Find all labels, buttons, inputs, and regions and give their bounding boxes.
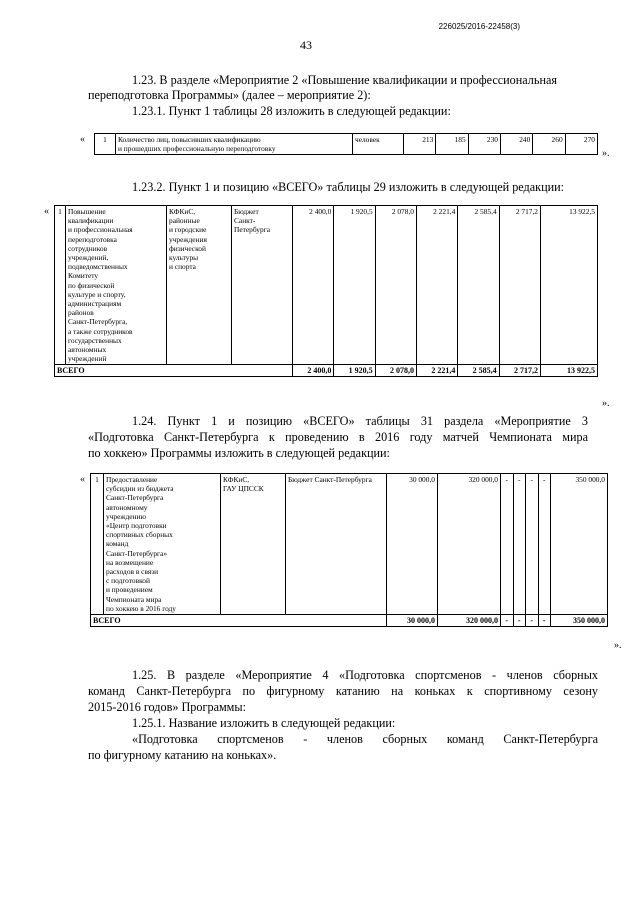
table31-row-number: 1: [91, 474, 104, 615]
table-31: [90, 473, 608, 627]
section-1-24-line2: «Подготовка Санкт-Петербурга к проведению в 2016 году матчей Чемпионата мира: [88, 430, 588, 444]
table29-value-1: 2 400,0: [293, 206, 334, 365]
table31-total-3: -: [501, 615, 514, 627]
table29-row-number: 1: [55, 206, 66, 365]
table29-total-3: 2 078,0: [375, 365, 416, 377]
table29-total-2: 1 920,5: [334, 365, 375, 377]
table31-total-label: ВСЕГО: [91, 615, 387, 627]
table29-executors: КФКиС, районные и городские учреждения физической культуры и спорта: [167, 206, 232, 365]
table28-close-quote: ».: [602, 148, 610, 159]
table31-total-row: [91, 615, 608, 627]
page-number: 43: [300, 38, 312, 52]
table31-activity-name: Предоставление субсидии из бюджета Санкт-Петербурга автономному учреждению «Центр подготовки спортивных сборных команд Санкт-Петербурга» на возмещение расходов в связи с подготовкой и проведением Чемпионата мира по хоккею в 2016 году: [104, 474, 221, 615]
section-1-25-line3: 2015-2016 годов» Программы:: [88, 700, 246, 714]
table31-value-6: -: [538, 474, 551, 615]
table29-value-5: 2 585,4: [458, 206, 499, 365]
table29-total-label: ВСЕГО: [55, 365, 293, 377]
table28-value-3: 230: [468, 134, 500, 155]
table28-open-quote: «: [80, 134, 85, 145]
table31-value-total: 350 000,0: [551, 474, 608, 615]
section-1-23-line2: переподготовка Программы» (далее – мероприятие 2):: [88, 88, 371, 102]
table29-funding-source: Бюджет Санкт- Петербурга: [232, 206, 293, 365]
section-1-24-line3: по хоккею» Программы изложить в следующей редакции:: [88, 446, 390, 460]
section-1-25-line1: 1.25. В разделе «Мероприятие 4 «Подготовка спортсменов - членов сборных: [132, 668, 598, 682]
table28-value-5: 260: [533, 134, 565, 155]
table31-open-quote: «: [80, 474, 85, 485]
new-title-line2: по фигурному катанию на коньках».: [88, 748, 277, 762]
table31-total-5: -: [526, 615, 539, 627]
table29-value-total: 13 922,5: [541, 206, 598, 365]
table29-close-quote: ».: [602, 398, 610, 409]
table31-total-6: -: [538, 615, 551, 627]
table31-value-1: 30 000,0: [387, 474, 438, 615]
table-row: [55, 206, 598, 365]
table31-total-2: 320 000,0: [438, 615, 501, 627]
table31-value-2: 320 000,0: [438, 474, 501, 615]
table29-value-3: 2 078,0: [375, 206, 416, 365]
table31-value-3: -: [501, 474, 514, 615]
table29-value-2: 1 920,5: [334, 206, 375, 365]
table28-value-1: 213: [404, 134, 436, 155]
table28-indicator-name: Количество лиц, повысивших квалификацию и прошедших профессиональную переподготовку: [116, 134, 353, 155]
table31-funding-source: Бюджет Санкт-Петербурга: [286, 474, 387, 615]
section-1-25-1: 1.25.1. Название изложить в следующей редакции:: [132, 716, 396, 730]
table29-value-6: 2 717,2: [499, 206, 540, 365]
table31-close-quote: ».: [614, 640, 622, 651]
table29-total-row: [55, 365, 598, 377]
table31-value-5: -: [526, 474, 539, 615]
table28-unit: человек: [353, 134, 404, 155]
table-row: [95, 134, 598, 155]
table-row: [91, 474, 608, 615]
table29-open-quote: «: [44, 206, 49, 217]
new-title-line1: «Подготовка спортсменов - членов сборных команд Санкт-Петербурга: [132, 732, 598, 746]
table29-total-5: 2 585,4: [458, 365, 499, 377]
table29-activity-name: Повышение квалификации и профессиональная переподготовка сотрудников учреждений, подведомственных Комитету по физической культуре и спорту, администрациям районов Санкт-Петербурга, а также сотрудников государственных автономных учреждений: [66, 206, 167, 365]
table-28: [94, 133, 598, 155]
table31-total-4: -: [513, 615, 526, 627]
table29-total-4: 2 221,4: [416, 365, 457, 377]
section-1-23-2: 1.23.2. Пункт 1 и позицию «ВСЕГО» таблицы 29 изложить в следующей редакции:: [132, 180, 565, 194]
table28-value-4: 240: [500, 134, 532, 155]
table28-value-6: 270: [565, 134, 597, 155]
section-1-24-line1: 1.24. Пункт 1 и позицию «ВСЕГО» таблицы 31 раздела «Мероприятие 3: [132, 414, 588, 428]
section-1-23-line1: 1.23. В разделе «Мероприятие 2 «Повышение квалификации и профессиональная: [132, 73, 557, 87]
document-id: 226025/2016-22458(3): [438, 22, 520, 31]
table28-value-2: 185: [436, 134, 468, 155]
section-1-23-1: 1.23.1. Пункт 1 таблицы 28 изложить в следующей редакции:: [132, 104, 451, 118]
table31-total-1: 30 000,0: [387, 615, 438, 627]
table29-total-sum: 13 922,5: [541, 365, 598, 377]
table31-total-sum: 350 000,0: [551, 615, 608, 627]
table29-value-4: 2 221,4: [416, 206, 457, 365]
table31-value-4: -: [513, 474, 526, 615]
table29-total-1: 2 400,0: [293, 365, 334, 377]
table31-executors: КФКиС, ГАУ ЦПССК: [221, 474, 286, 615]
table29-total-6: 2 717,2: [499, 365, 540, 377]
section-1-25-line2: команд Санкт-Петербурга по фигурному катанию на коньках к спортивному сезону: [88, 684, 598, 698]
table28-row-number: 1: [95, 134, 116, 155]
table-29: [54, 205, 598, 377]
